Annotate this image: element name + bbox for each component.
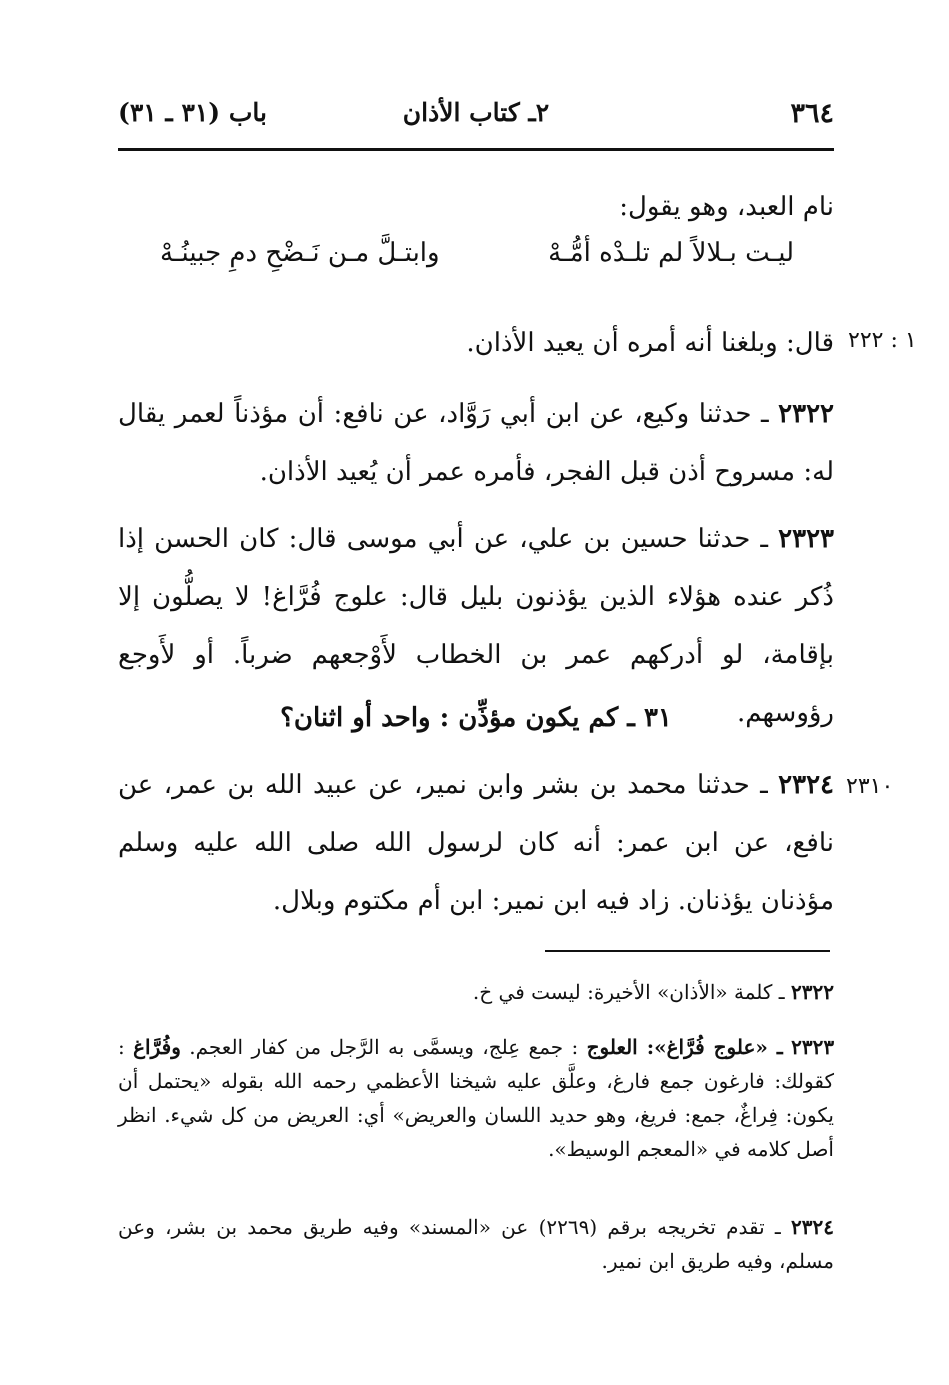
footnote-2324 (118, 1210, 834, 1278)
footnote-number: ٢٣٢٤ (791, 1215, 835, 1239)
chapter-range: باب (٣١ ـ ٣١) (118, 98, 267, 127)
margin-reference: ٢٣١٠ (846, 774, 894, 799)
footnote-text-continued: : كقولك: فارغون جمع فارغ، وعلَّق عليه شيخنا الأعظمي رحمه الله بقوله «يحتمل أن يكون: فِراغٌ، جمع: فريغ، وهو حديد اللسان والعريض» أي: العريض من كل شيء. انظر أصل كلامه في «المعجم الوسيط». (118, 1035, 834, 1161)
margin-reference: ١ : ٢٢٢ (848, 328, 917, 353)
footnote-2323 (118, 1030, 834, 1166)
footnote-rule (545, 950, 830, 952)
verse-second-hemistich: وابتـلَّ مـن نَـضْحِ دمِ جبينُـهْ (160, 238, 440, 268)
poem-verse (150, 238, 834, 294)
qala-paragraph: قال: وبلغنا أنه أمره أن يعيد الأذان. (466, 328, 834, 358)
footnote-lead: ـ «علوج فُرَّاغ»: العلوج (586, 1035, 783, 1059)
footnote-text: : جمع عِلج، ويسمَّى به الرَّجل من كفار العجم. (189, 1035, 579, 1059)
footnote-text: ـ كلمة «الأذان» الأخيرة: ليست في خ. (472, 980, 785, 1004)
book-title: ٢ـ كتاب الأذان (402, 98, 550, 127)
hadith-number: ٢٣٢٣ (778, 524, 834, 554)
header-rule (118, 148, 834, 151)
hadith-text: ـ حدثنا حسين بن علي، عن أبي موسى قال: كان الحسن إذا ذُكر عنده هؤلاء الذين يؤذنون بليل قال: علوج فُرَّاغ! لا يصلُّون إلا بإقامة، لو أدركهم عمر بن الخطاب لأَوْجعهم ضرباً. أو لأَوجع رؤوسهم. (118, 524, 834, 728)
section-heading: ٣١ ـ كم يكون مؤذِّن : واحد أو اثنان؟ (280, 703, 672, 733)
hadith-2324 (118, 756, 834, 930)
footnote-number: ٢٣٢٢ (791, 980, 834, 1004)
footnote-text: ـ تقدم تخريجه برقم (٢٢٦٩) عن «المسند» وفيه طريق محمد بن بشر، وعن مسلم، وفيه طريق ابن نمير. (118, 1215, 834, 1273)
page-number: ٣٦٤ (790, 98, 834, 129)
footnote-number: ٢٣٢٣ (791, 1035, 835, 1059)
hadith-text: ـ حدثنا محمد بن بشر وابن نمير، عن عبيد الله بن عمر، عن نافع، عن ابن عمر: أنه كان لرسول الله صلى الله عليه وسلم مؤذنان يؤذنان. زاد فيه ابن نمير: ابن أم مكتوم وبلال. (118, 770, 834, 916)
hadith-number: ٢٣٢٢ (778, 399, 834, 429)
verse-first-hemistich: ليـت بـلالاً لم تلـدْه أمُّـهْ (548, 238, 794, 268)
footnote-term: وفُرَّاغ (133, 1035, 181, 1059)
intro-line: نام العبد، وهو يقول: (619, 192, 834, 222)
hadith-text: ـ حدثنا وكيع، عن ابن أبي رَوَّاد، عن نافع: أن مؤذناً لعمر يقال له: مسروح أذن قبل الفجر، فأمره عمر أن يُعيد الأذان. (118, 399, 834, 487)
page-header (118, 98, 834, 138)
hadith-2322 (118, 385, 834, 501)
hadith-number: ٢٣٢٤ (778, 770, 834, 800)
footnote-2322 (118, 975, 834, 1009)
